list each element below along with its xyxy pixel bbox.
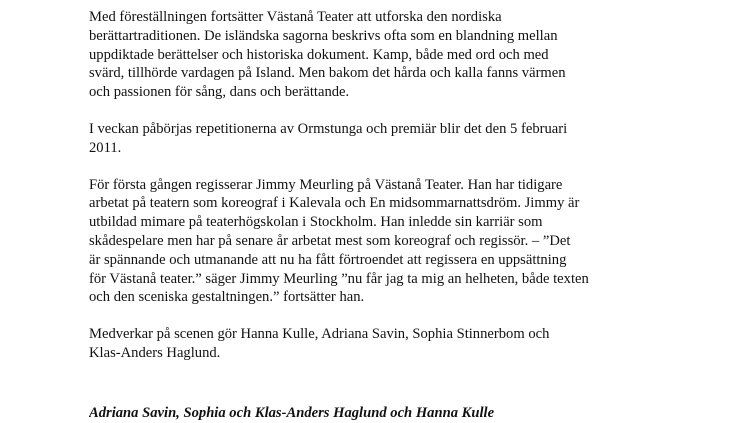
paragraph-director: För första gången regisserar Jimmy Meurling på Västanå Teater. Han har tidigare arbetat på teatern som koreograf i Kalevala och En midsommarnattsdröm. Jimmy är utbildad mimare på teaterhögskolan i Stockholm. Han inledde sin karriär som skådespelare men har på senare år arbetat mest som koreograf och regissör. – ”Det är spännande och utmanande att nu ha fått förtroendet att regissera en uppsättning för Västanå teater.” säger Jimmy Meurling ”nu får jag ta mig an helheten, både texten och den sceniska gestaltningen.” fortsätter han. [89, 176, 589, 306]
document-body [89, 8, 649, 381]
paragraph-cast: Medverkar på scenen gör Hanna Kulle, Adriana Savin, Sophia Stinnerbom och Klas-Anders Haglund. [89, 326, 550, 361]
paragraph-intro: Med föreställningen fortsätter Västanå Teater att utforska den nordiska berättartraditionen. De isländska sagorna beskrivs ofta som en blandning mellan uppdiktade berättelser och historiska dokument. Kamp, både med ord och med svärd, tillhörde vardagen på Island. Men bakom det hårda och kalla fanns värmen och passionen för sång, dans och berättande. [89, 9, 566, 101]
cut-off-caption-line: Adriana Savin, Sophia och Klas-Anders Haglund och Hanna Kulle [89, 405, 495, 421]
paragraph-rehearsals: I veckan påbörjas repetitionerna av Ormstunga och premiär blir det den 5 februari 2011. [89, 120, 568, 156]
